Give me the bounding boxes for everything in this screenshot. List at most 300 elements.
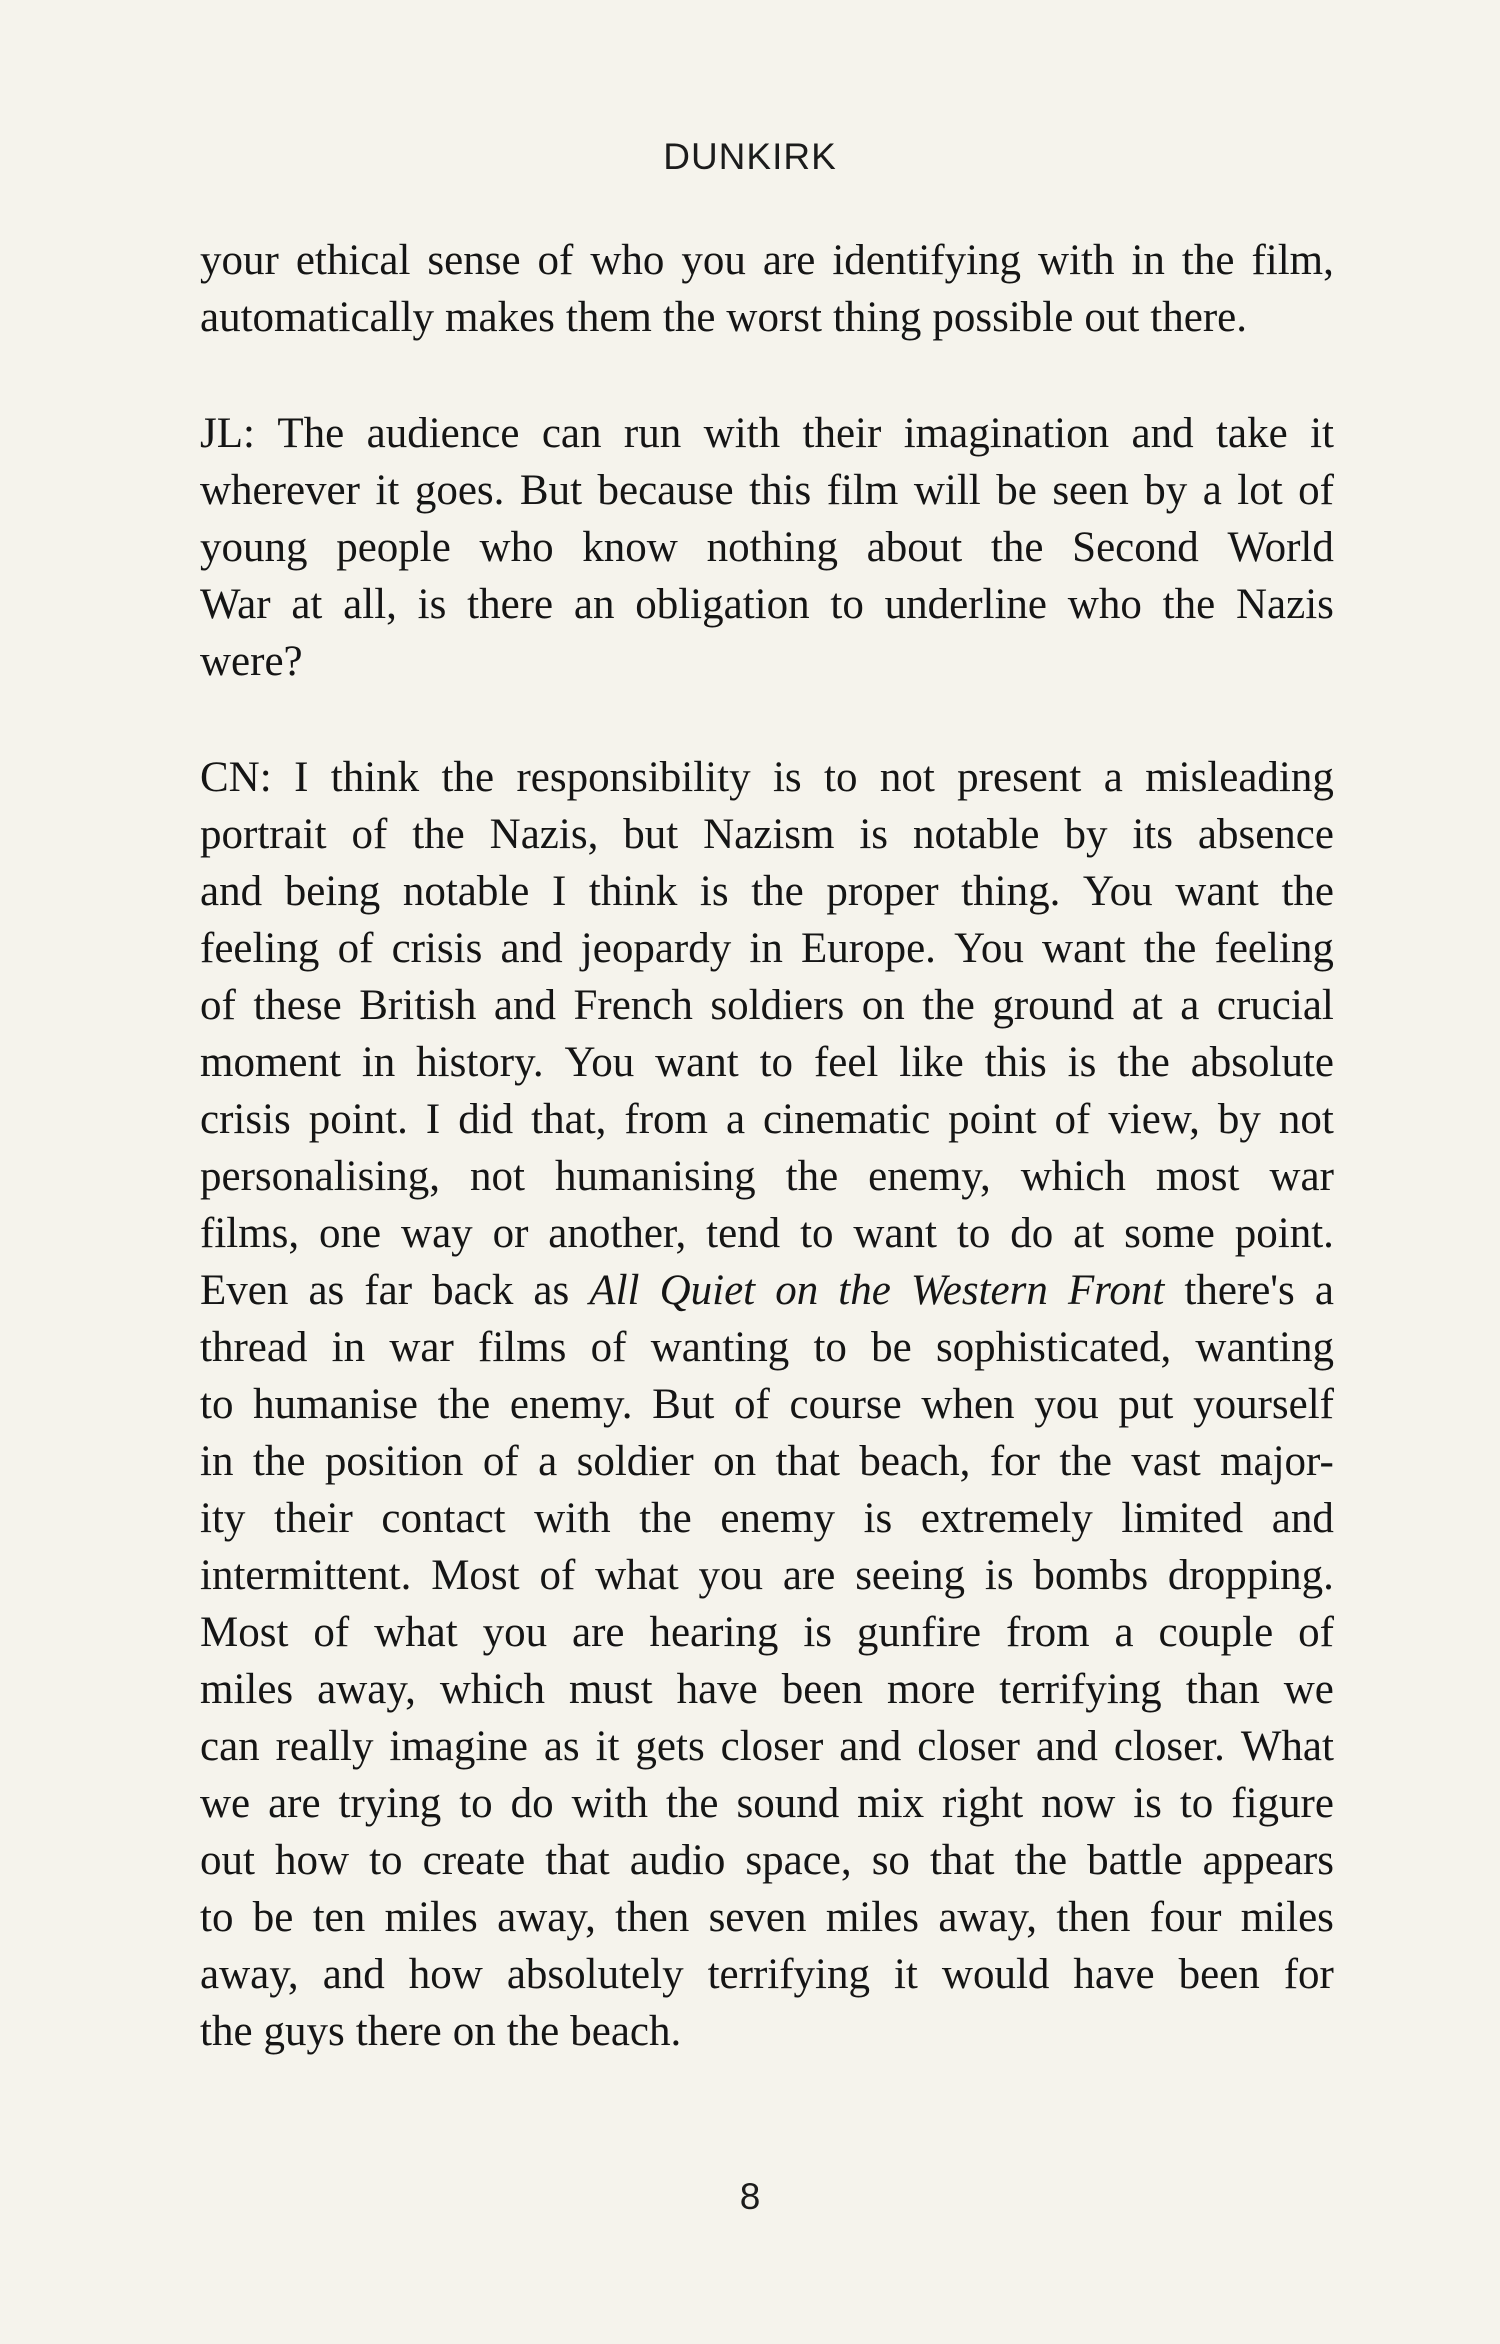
word: absolutely xyxy=(506,1951,684,1998)
word: wanting xyxy=(650,1324,790,1371)
word: Front xyxy=(1067,1267,1165,1314)
word: obligation xyxy=(635,581,810,628)
word: in xyxy=(331,1324,366,1371)
word: the xyxy=(922,982,975,1029)
word: to xyxy=(200,1381,234,1428)
word: by xyxy=(1144,467,1188,514)
word: battle xyxy=(1087,1837,1183,1884)
word: do xyxy=(1010,1210,1054,1257)
word: point. xyxy=(308,1096,408,1143)
word: present xyxy=(957,754,1082,801)
word: the xyxy=(990,524,1044,571)
word: is xyxy=(863,1495,893,1542)
word: the xyxy=(252,1438,306,1485)
word: the xyxy=(665,1780,719,1827)
word: the xyxy=(785,1153,839,1200)
text-line xyxy=(200,232,1334,289)
word: Nazis xyxy=(1235,581,1334,628)
word: how xyxy=(408,1951,483,1998)
word: with xyxy=(1038,237,1115,284)
text-line xyxy=(200,1889,1334,1946)
word: feeling xyxy=(200,925,320,972)
text-line xyxy=(200,1547,1334,1604)
word: yourself xyxy=(1193,1381,1334,1428)
word: be xyxy=(871,1324,912,1371)
word: crisis xyxy=(200,1096,291,1143)
word: seven xyxy=(708,1894,807,1941)
word: ity xyxy=(200,1495,246,1542)
word: and xyxy=(322,1951,385,1998)
word: another, xyxy=(548,1210,687,1257)
word: who xyxy=(479,524,554,571)
word: Most xyxy=(200,1609,289,1656)
word: to xyxy=(759,1039,794,1086)
word: back xyxy=(432,1267,514,1314)
word: jeopardy xyxy=(580,925,732,972)
word: on xyxy=(452,2008,496,2055)
word: but xyxy=(623,811,679,858)
word: of xyxy=(733,1381,770,1428)
text-line xyxy=(200,289,1334,346)
word: film xyxy=(826,467,899,514)
word: closer xyxy=(720,1723,824,1770)
word: what xyxy=(595,1552,679,1599)
word: imagine xyxy=(389,1723,528,1770)
word: this xyxy=(984,1039,1047,1086)
word: the xyxy=(1281,868,1334,915)
word: French xyxy=(573,982,693,1029)
word: vast xyxy=(1131,1438,1201,1485)
word: a xyxy=(1202,467,1222,514)
word: the xyxy=(1143,925,1197,972)
word: crisis xyxy=(391,925,483,972)
word: But xyxy=(519,467,583,514)
word: would xyxy=(941,1951,1050,1998)
word: and xyxy=(493,982,556,1029)
word: sense xyxy=(427,237,521,284)
word: thing xyxy=(832,294,922,341)
word: we xyxy=(200,1780,251,1827)
word: you xyxy=(1034,1381,1099,1428)
word: how xyxy=(275,1837,350,1884)
word: Western xyxy=(910,1267,1048,1314)
word: can xyxy=(200,1723,260,1770)
word: and xyxy=(1131,410,1194,457)
word: their xyxy=(802,410,882,457)
word: that xyxy=(929,1837,995,1884)
word: the xyxy=(506,2008,560,2055)
word: the xyxy=(1059,1438,1112,1485)
word: of xyxy=(351,811,388,858)
word: which xyxy=(439,1666,545,1713)
word: that xyxy=(775,1438,840,1485)
paragraph-gap xyxy=(200,690,1334,749)
paragraph xyxy=(200,405,1334,690)
word: thread xyxy=(200,1324,308,1371)
word: to xyxy=(824,754,858,801)
word: been xyxy=(1178,1951,1260,1998)
word: then xyxy=(1056,1894,1131,1941)
text-line xyxy=(200,462,1334,519)
word: some xyxy=(1124,1210,1215,1257)
word: beach, xyxy=(859,1438,971,1485)
word: notable xyxy=(402,868,530,915)
word: for xyxy=(989,1438,1040,1485)
word: is xyxy=(699,868,729,915)
word: All xyxy=(589,1267,640,1314)
word: not xyxy=(1278,1096,1334,1143)
word: its xyxy=(1132,811,1173,858)
word: a xyxy=(1180,982,1200,1029)
word: portrait xyxy=(200,811,327,858)
text-line xyxy=(200,519,1334,576)
text-line xyxy=(200,1091,1334,1148)
word: in xyxy=(361,1039,396,1086)
word: know xyxy=(582,524,678,571)
word: all, xyxy=(343,581,397,628)
word: beach. xyxy=(570,2008,682,2055)
paragraph-gap xyxy=(200,346,1334,405)
word: away, xyxy=(938,1894,1038,1941)
word: British xyxy=(359,982,477,1029)
word: with xyxy=(534,1495,611,1542)
word: proper xyxy=(826,868,939,915)
word: miles xyxy=(825,1894,919,1941)
word: think xyxy=(330,754,420,801)
word: of xyxy=(1054,1096,1091,1143)
word: a xyxy=(725,1096,746,1143)
word: point. xyxy=(1234,1210,1334,1257)
word: World xyxy=(1227,524,1334,571)
word: possible xyxy=(932,294,1074,341)
word: miles xyxy=(200,1666,294,1713)
text-line xyxy=(200,1319,1334,1376)
word: were? xyxy=(200,638,303,685)
word: in xyxy=(1131,237,1165,284)
word: gets xyxy=(635,1723,705,1770)
word: most xyxy=(1155,1153,1240,1200)
word: limited xyxy=(1121,1495,1244,1542)
word: have xyxy=(676,1666,758,1713)
word: I xyxy=(294,754,309,801)
word: and xyxy=(1271,1495,1334,1542)
word: soldier xyxy=(576,1438,694,1485)
word: on xyxy=(713,1438,757,1485)
word: the xyxy=(1181,237,1235,284)
word: this xyxy=(749,467,812,514)
word: being xyxy=(284,868,381,915)
word: Most xyxy=(431,1552,520,1599)
text-line xyxy=(200,1262,1334,1319)
word: is xyxy=(772,754,802,801)
word: point xyxy=(948,1096,1037,1143)
word: enemy, xyxy=(868,1153,991,1200)
word: it xyxy=(893,1951,918,1998)
word: extremely xyxy=(920,1495,1093,1542)
word: personalising, xyxy=(200,1153,441,1200)
word: closer xyxy=(917,1723,1020,1770)
word: automatically xyxy=(200,294,435,341)
text-line xyxy=(200,1604,1334,1661)
word: Quiet xyxy=(659,1267,756,1314)
word: tend xyxy=(706,1210,781,1257)
word: ground xyxy=(992,982,1115,1029)
text-line xyxy=(200,1718,1334,1775)
word: wherever xyxy=(200,467,360,514)
word: gunfire xyxy=(856,1609,982,1656)
word: create xyxy=(422,1837,526,1884)
word: one xyxy=(319,1210,382,1257)
word: right xyxy=(942,1780,1024,1827)
word: film, xyxy=(1251,237,1334,284)
word: there xyxy=(467,581,554,628)
word: space, xyxy=(745,1837,852,1884)
word: people xyxy=(336,524,451,571)
word: the xyxy=(441,754,495,801)
text-line xyxy=(200,1946,1334,2003)
word: What xyxy=(1240,1723,1334,1770)
word: to xyxy=(956,1210,991,1257)
word: away, xyxy=(497,1894,596,1941)
word: course xyxy=(789,1381,902,1428)
word: view, xyxy=(1108,1096,1200,1143)
word: of xyxy=(590,1324,627,1371)
text-line xyxy=(200,1490,1334,1547)
word: you xyxy=(482,1609,548,1656)
word: on xyxy=(775,1267,819,1314)
word: these xyxy=(253,982,342,1029)
word: I xyxy=(425,1096,441,1143)
word: soldiers xyxy=(710,982,845,1029)
word: want xyxy=(655,1039,739,1086)
word: the xyxy=(838,1267,891,1314)
word: hearing xyxy=(649,1609,779,1656)
word: not xyxy=(879,754,935,801)
word: position xyxy=(324,1438,464,1485)
text-line xyxy=(200,1433,1334,1490)
word: it xyxy=(595,1723,620,1770)
word: will xyxy=(913,467,981,514)
word: for xyxy=(1283,1951,1334,1998)
word: in xyxy=(749,925,783,972)
word: as xyxy=(543,1723,580,1770)
word: your xyxy=(200,237,279,284)
word: Nazis, xyxy=(489,811,599,858)
word: it xyxy=(1310,410,1334,457)
word: four xyxy=(1149,1894,1222,1941)
word: feel xyxy=(813,1039,879,1086)
text-line xyxy=(200,2003,1334,2060)
word: responsibility xyxy=(516,754,751,801)
word: to xyxy=(1179,1780,1214,1827)
word: put xyxy=(1118,1381,1174,1428)
text-line xyxy=(200,977,1334,1034)
word: you xyxy=(698,1552,764,1599)
word: Second xyxy=(1072,524,1199,571)
word: The xyxy=(277,410,345,457)
word: did xyxy=(458,1096,514,1143)
word: identifying xyxy=(832,237,1022,284)
word: now xyxy=(1041,1780,1116,1827)
word: what xyxy=(374,1609,458,1656)
word: goes. xyxy=(414,467,505,514)
word: not xyxy=(470,1153,525,1200)
word: ethical xyxy=(295,237,411,284)
word: have xyxy=(1073,1951,1155,1998)
word: want xyxy=(853,1210,938,1257)
word: of xyxy=(539,1552,576,1599)
body-text xyxy=(200,232,1334,2060)
word: are xyxy=(572,1609,625,1656)
word: absence xyxy=(1197,811,1334,858)
word: terrifying xyxy=(999,1666,1162,1713)
word: to xyxy=(813,1324,847,1371)
word: the xyxy=(1162,581,1216,628)
word: audio xyxy=(629,1837,726,1884)
text-line xyxy=(200,1661,1334,1718)
text-line xyxy=(200,863,1334,920)
word: seeing xyxy=(855,1552,966,1599)
word: and xyxy=(1035,1723,1098,1770)
word: must xyxy=(568,1666,653,1713)
word: audience xyxy=(366,410,520,457)
text-line xyxy=(200,1775,1334,1832)
word: CN: xyxy=(200,754,272,801)
word: major- xyxy=(1220,1438,1334,1485)
word: way xyxy=(401,1210,473,1257)
text-line xyxy=(200,405,1334,462)
word: by xyxy=(1064,811,1108,858)
word: from xyxy=(624,1096,708,1143)
word: films xyxy=(478,1324,567,1371)
word: appears xyxy=(1202,1837,1334,1884)
word: do xyxy=(510,1780,554,1827)
word: so xyxy=(871,1837,910,1884)
word: cinematic xyxy=(763,1096,931,1143)
word: But xyxy=(652,1381,715,1428)
word: contact xyxy=(381,1495,506,1542)
text-line xyxy=(200,1205,1334,1262)
running-head: DUNKIRK xyxy=(663,136,837,177)
word: at xyxy=(1131,982,1163,1029)
word: as xyxy=(308,1267,345,1314)
paragraph xyxy=(200,232,1334,346)
word: who xyxy=(590,237,665,284)
word: is xyxy=(859,811,889,858)
word: thing. xyxy=(961,868,1061,915)
page-number: 8 xyxy=(739,2176,761,2217)
word: and xyxy=(839,1723,902,1770)
word: a xyxy=(538,1438,558,1485)
word: wanting xyxy=(1195,1324,1334,1371)
word: you xyxy=(681,237,746,284)
word: imagination xyxy=(903,410,1110,457)
word: humanising xyxy=(554,1153,756,1200)
word: a xyxy=(1114,1609,1134,1656)
word: like xyxy=(899,1039,964,1086)
word: You xyxy=(954,925,1024,972)
word: and xyxy=(500,925,563,972)
word: absolute xyxy=(1190,1039,1334,1086)
word: then xyxy=(615,1894,690,1941)
word: on xyxy=(861,982,905,1029)
word: run xyxy=(623,410,682,457)
word: notable xyxy=(912,811,1040,858)
word: want xyxy=(1175,868,1259,915)
word: at xyxy=(1073,1210,1105,1257)
word: You xyxy=(564,1039,635,1086)
word: ten xyxy=(312,1894,366,1941)
word: than xyxy=(1185,1666,1260,1713)
word: the xyxy=(1014,1837,1068,1884)
word: the xyxy=(751,868,804,915)
word: couple xyxy=(1158,1609,1274,1656)
word: Even xyxy=(200,1267,289,1314)
word: intermittent. xyxy=(200,1552,412,1599)
word: to xyxy=(369,1837,403,1884)
word: of xyxy=(337,925,374,972)
word: be xyxy=(996,467,1037,514)
word: the xyxy=(1117,1039,1170,1086)
word: sophisticated, xyxy=(935,1324,1172,1371)
word: crucial xyxy=(1216,982,1334,1029)
text-line xyxy=(200,633,1334,690)
word: the xyxy=(200,2008,253,2055)
word: nothing xyxy=(706,524,838,571)
word: who xyxy=(1067,581,1142,628)
word: guys xyxy=(263,2008,345,2055)
word: to xyxy=(800,1210,834,1257)
word: when xyxy=(921,1381,1015,1428)
word: of xyxy=(1298,1609,1334,1656)
word: because xyxy=(597,467,734,514)
text-line xyxy=(200,1034,1334,1091)
word: with xyxy=(703,410,781,457)
word: I xyxy=(552,868,567,915)
word: is xyxy=(984,1552,1014,1599)
word: makes xyxy=(445,294,555,341)
word: the xyxy=(662,294,716,341)
word: history. xyxy=(416,1039,544,1086)
word: miles xyxy=(384,1894,478,1941)
text-line xyxy=(200,749,1334,806)
word: dropping. xyxy=(1167,1552,1334,1599)
word: we xyxy=(1283,1666,1334,1713)
word: that, xyxy=(531,1096,607,1143)
word: that xyxy=(545,1837,610,1884)
word: away, xyxy=(200,1951,299,1998)
word: enemy. xyxy=(509,1381,633,1428)
word: want xyxy=(1042,925,1126,972)
word: You xyxy=(1082,868,1153,915)
word: sound xyxy=(736,1780,840,1827)
word: which xyxy=(1020,1153,1126,1200)
word: young xyxy=(200,524,308,571)
word: enemy xyxy=(720,1495,835,1542)
word: out xyxy=(200,1837,255,1884)
word: and xyxy=(200,868,263,915)
word: by xyxy=(1217,1096,1261,1143)
text-line xyxy=(200,1832,1334,1889)
word: to xyxy=(200,1894,234,1941)
text-line xyxy=(200,920,1334,977)
word: terrifying xyxy=(707,1951,870,1998)
text-line xyxy=(200,1148,1334,1205)
word: about xyxy=(866,524,963,571)
word: feeling xyxy=(1214,925,1334,972)
word: out xyxy=(1084,294,1140,341)
word: of xyxy=(200,982,236,1029)
